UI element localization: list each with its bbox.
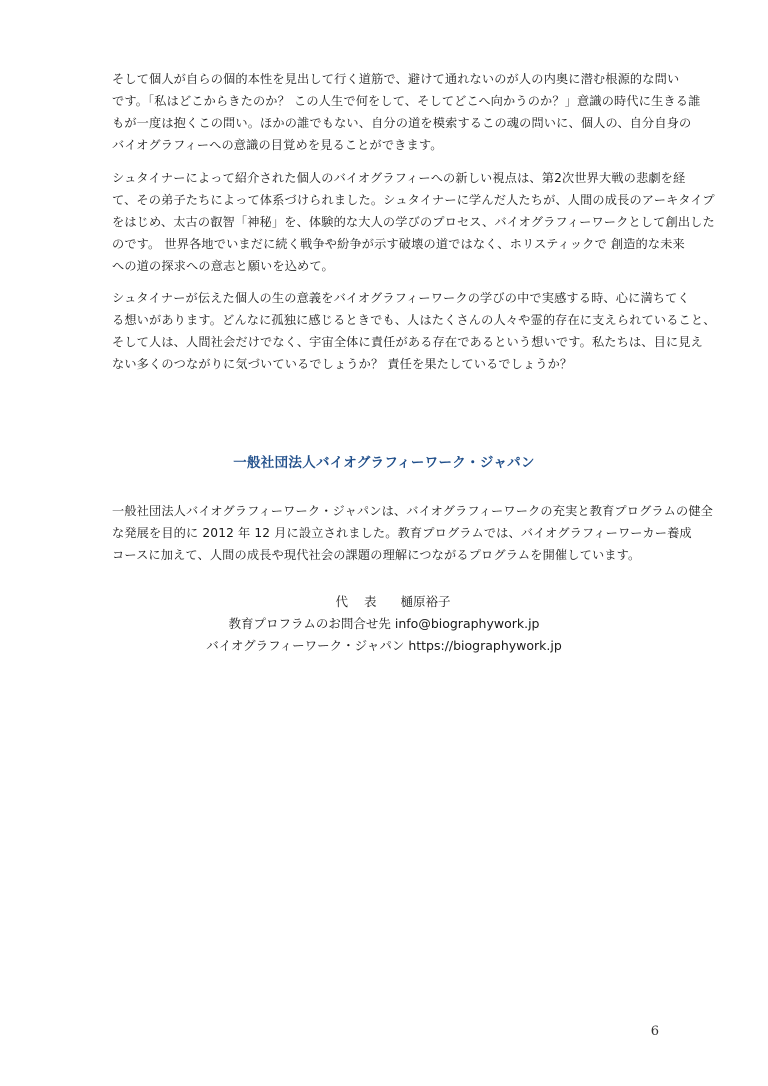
page-number: 6 xyxy=(650,1024,659,1039)
website-label: バイオグラフィーワーク・ジャパン xyxy=(206,638,405,653)
paragraph-line: そして個人が自らの個的本性を見出して行く道筋で、避けて通れないのが人の内奥に潜む根源的な問い xyxy=(112,72,680,86)
contact-block xyxy=(0,591,768,657)
education-inquiry-row xyxy=(0,613,768,635)
paragraph-origin-question xyxy=(112,68,701,156)
paragraph-line: 一般社団法人バイオグラフィーワーク・ジャパンは、バイオグラフィーワークの充実と教育プログラムの健全 xyxy=(112,504,713,518)
paragraph-line: ない多くのつながりに気づいているでしょうか？ 責任を果たしているでしょうか？ xyxy=(112,357,573,371)
paragraph-line: な発展を目的に 2012 年 12 月に設立されました。教育プログラムでは、バイオグラフィーワーカー養成 xyxy=(112,526,692,540)
paragraph-line: をはじめ、太古の叡智「神秘」を、体験的な大人の学びのプロセス、バイオグラフィーワークとして創出した xyxy=(112,215,715,229)
website-link[interactable]: https://biographywork.jp xyxy=(408,638,562,653)
paragraph-line: もが一度は抱くこの問い。ほかの誰でもない、自分の道を模索するこの魂の問いに、個人の、自分自身の xyxy=(112,116,692,130)
paragraph-line: のです。 世界各地でいまだに続く戦争や紛争が示す破壊の道ではなく、ホリスティックで 創造的な未来 xyxy=(112,237,685,251)
representative-name: 樋原裕子 xyxy=(400,594,451,609)
organization-title: 一般社団法人バイオグラフィーワーク・ジャパン xyxy=(233,455,535,471)
paragraph-line: バイオグラフィーへの意識の目覚めを見ることができます。 xyxy=(112,138,443,152)
paragraph-line: です。「私はどこからきたのか？ この人生で何をして、そしてどこへ向かうのか？」意識の時代に生きる誰 xyxy=(112,94,701,108)
paragraph-organization-description xyxy=(112,500,713,566)
representative-label: 代 表 xyxy=(335,594,383,609)
paragraph-line: る想いがあります。どんなに孤独に感じるときでも、人はたくさんの人々や霊的存在に支えられていること、 xyxy=(112,313,716,327)
email-link[interactable]: info@biographywork.jp xyxy=(394,616,540,631)
education-inquiry-label: 教育プロフラムのお問合せ先 xyxy=(228,616,391,631)
paragraph-steiner-history xyxy=(112,167,715,277)
paragraph-line: て、その弟子たちによって体系づけられました。シュタイナーに学んだ人たちが、人間の成長のアーキタイプ xyxy=(112,193,715,207)
paragraph-line: そして人は、人間社会だけでなく、宇宙全体に責任がある存在であるという想いです。私たちは、目に見え xyxy=(112,335,703,349)
website-row xyxy=(0,635,768,657)
paragraph-meaning-of-life xyxy=(112,287,716,375)
paragraph-line: シュタイナーが伝えた個人の生の意義をバイオグラフィーワークの学びの中で実感する時、心に満ちてく xyxy=(112,291,690,305)
paragraph-line: コースに加えて、人間の成長や現代社会の課題の理解につながるプログラムを開催しています。 xyxy=(112,548,641,562)
representative-row xyxy=(0,591,768,613)
paragraph-line: シュタイナーによって紹介された個人のバイオグラフィーへの新しい視点は、第2次世界大戦の悲劇を経 xyxy=(112,171,686,185)
paragraph-line: への道の探求への意志と願いを込めて。 xyxy=(112,259,334,273)
